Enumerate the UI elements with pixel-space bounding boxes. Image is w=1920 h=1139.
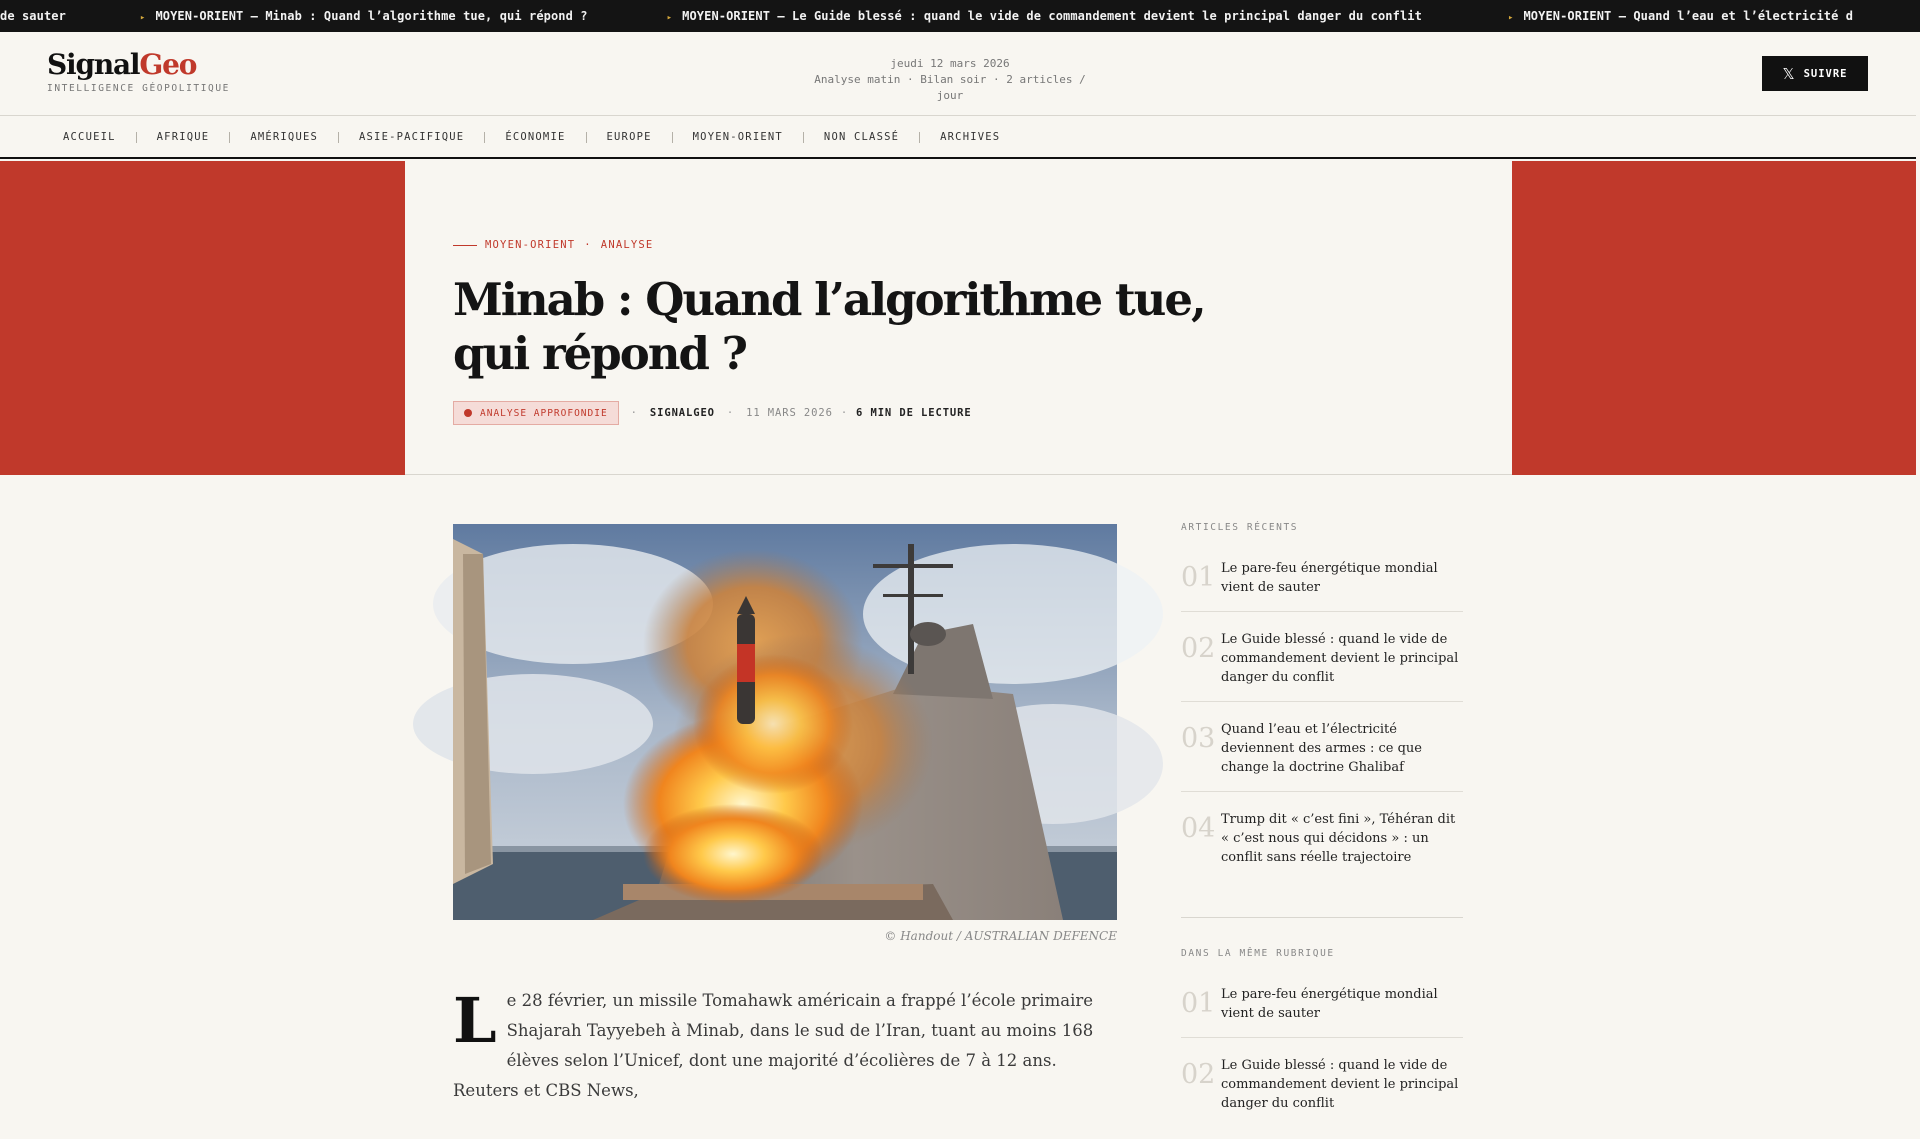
recent-article-item[interactable] bbox=[1181, 714, 1463, 792]
article-number: 03 bbox=[1181, 723, 1216, 754]
badge-dot-icon bbox=[464, 409, 472, 417]
recent-article-link[interactable]: Quand l’eau et l’électricité deviennent des armes : ce que change la doctrine Ghalibaf bbox=[1221, 722, 1422, 775]
article-title: Minab : Quand l’algorithme tue, qui répond ? bbox=[453, 273, 1205, 380]
nav-divider bbox=[919, 132, 920, 143]
article-author[interactable]: SIGNALGEO bbox=[649, 407, 715, 419]
article-meta bbox=[453, 401, 972, 425]
news-ticker bbox=[0, 0, 1920, 32]
meta-separator: · bbox=[726, 407, 735, 419]
header-dateline bbox=[800, 56, 1100, 104]
ticker-track bbox=[0, 0, 1879, 32]
article-kicker bbox=[453, 239, 653, 251]
nav-item-non-classe[interactable]: NON CLASSÉ bbox=[823, 131, 900, 143]
article-date: 11 MARS 2026 bbox=[746, 407, 833, 419]
article-paragraph: e 28 février, un missile Tomahawk américain a frappé l’école primaire Shajarah Tayyebeh à Minab, dans le sud de l’Iran, tuant au moins 168 élèves selon l’Unicef, dont une majorité d’écolières de 7 à 12 ans. Reuters et CBS News, bbox=[453, 991, 1094, 1100]
nav-divider bbox=[229, 132, 230, 143]
nav-item-economie[interactable]: ÉCONOMIE bbox=[505, 131, 566, 143]
recent-article-link[interactable]: Trump dit « c’est fini », Téhéran dit « c’est nous qui décidons » : un conflit sans réelle trajectoire bbox=[1221, 812, 1456, 865]
article-number: 01 bbox=[1181, 562, 1216, 593]
recent-article-link[interactable]: Le pare-feu énergétique mondial vient de sauter bbox=[1221, 561, 1438, 595]
recent-articles-title: ARTICLES RÉCENTS bbox=[1181, 522, 1299, 533]
analysis-badge bbox=[453, 401, 619, 425]
ticker-item[interactable]: ▸ MOYEN-ORIENT — Minab : Quand l’algorithme tue, qui répond ? bbox=[139, 9, 588, 23]
read-time: 6 MIN DE LECTURE bbox=[856, 407, 972, 419]
logo-wordmark[interactable] bbox=[47, 50, 230, 80]
kicker-rule bbox=[453, 245, 477, 246]
nav-item-moyen-orient[interactable]: MOYEN-ORIENT bbox=[692, 131, 783, 143]
nav-item-accueil[interactable]: ACCUEIL bbox=[63, 131, 116, 143]
logo-geo[interactable]: Geo bbox=[139, 48, 197, 81]
same-section-link[interactable]: Le Guide blessé : quand le vide de commandement devient le principal danger du conflit bbox=[1221, 1058, 1459, 1111]
nav-divider bbox=[484, 132, 485, 143]
same-section-item[interactable] bbox=[1181, 979, 1463, 1038]
article-number: 01 bbox=[1181, 988, 1216, 1019]
main-nav bbox=[0, 117, 1916, 159]
meta-separator: · bbox=[840, 407, 849, 419]
nav-divider bbox=[338, 132, 339, 143]
same-section-link[interactable]: Le pare-feu énergétique mondial vient de sauter bbox=[1221, 987, 1438, 1021]
ticker-arrow-icon: ▸ bbox=[1507, 13, 1514, 23]
recent-article-item[interactable] bbox=[1181, 804, 1463, 881]
publishing-schedule: Analyse matin · Bilan soir · 2 articles / jour bbox=[814, 73, 1086, 102]
article-number: 02 bbox=[1181, 1059, 1216, 1090]
nav-item-archives[interactable]: ARCHIVES bbox=[940, 131, 1001, 143]
article-header bbox=[405, 161, 1512, 475]
ticker-item[interactable]: ▸ MOYEN-ORIENT — Le Guide blessé : quand le vide de commandement devient le principal danger du conflit bbox=[666, 9, 1422, 23]
badge-label: ANALYSE APPROFONDIE bbox=[480, 407, 608, 419]
follow-label: SUIVRE bbox=[1803, 67, 1848, 80]
nav-item-ameriques[interactable]: AMÉRIQUES bbox=[250, 131, 319, 143]
kicker-section[interactable]: MOYEN-ORIENT bbox=[485, 239, 576, 251]
missile-launch-image bbox=[453, 524, 1117, 920]
article-number: 02 bbox=[1181, 633, 1216, 664]
logo-signal[interactable]: Signal bbox=[47, 48, 140, 81]
drop-cap: L bbox=[453, 984, 497, 1057]
x-logo-icon: 𝕏 bbox=[1782, 64, 1796, 83]
nav-divider bbox=[803, 132, 804, 143]
sidebar bbox=[1181, 522, 1463, 1139]
recent-article-link[interactable]: Le Guide blessé : quand le vide de commandement devient le principal danger du conflit bbox=[1221, 632, 1459, 685]
site-header bbox=[0, 32, 1916, 116]
nav-divider bbox=[672, 132, 673, 143]
nav-item-asie-pacifique[interactable]: ASIE-PACIFIQUE bbox=[359, 131, 465, 143]
nav-divider bbox=[586, 132, 587, 143]
meta-separator: · bbox=[630, 407, 638, 419]
logo-tagline: INTELLIGENCE GÉOPOLITIQUE bbox=[47, 83, 230, 94]
current-date: jeudi 12 mars 2026 bbox=[890, 57, 1010, 70]
recent-article-item[interactable] bbox=[1181, 553, 1463, 612]
image-caption: © Handout / AUSTRALIAN DEFENCE bbox=[884, 929, 1117, 943]
same-section-title: DANS LA MÊME RUBRIQUE bbox=[1181, 948, 1335, 959]
nav-item-afrique[interactable]: AFRIQUE bbox=[156, 131, 210, 143]
follow-button[interactable] bbox=[1762, 56, 1868, 91]
kicker-type: ANALYSE bbox=[600, 239, 654, 251]
recent-article-item[interactable] bbox=[1181, 624, 1463, 702]
ticker-arrow-icon: ▸ bbox=[139, 13, 146, 23]
article-image bbox=[453, 524, 1117, 920]
ticker-item[interactable]: ▸ MOYEN-ORIENT — Quand l’eau et l’électricité d bbox=[1507, 9, 1854, 23]
kicker-dot: · bbox=[584, 239, 592, 251]
article-body bbox=[453, 986, 1113, 1106]
same-section-item[interactable] bbox=[1181, 1050, 1463, 1127]
nav-item-europe[interactable]: EUROPE bbox=[606, 131, 652, 143]
article-number: 04 bbox=[1181, 813, 1216, 844]
same-section-group bbox=[1181, 917, 1463, 1127]
nav-divider bbox=[136, 132, 137, 143]
ticker-item[interactable]: de sauter bbox=[0, 9, 66, 23]
ticker-arrow-icon: ▸ bbox=[666, 13, 673, 23]
site-logo[interactable] bbox=[47, 50, 230, 94]
